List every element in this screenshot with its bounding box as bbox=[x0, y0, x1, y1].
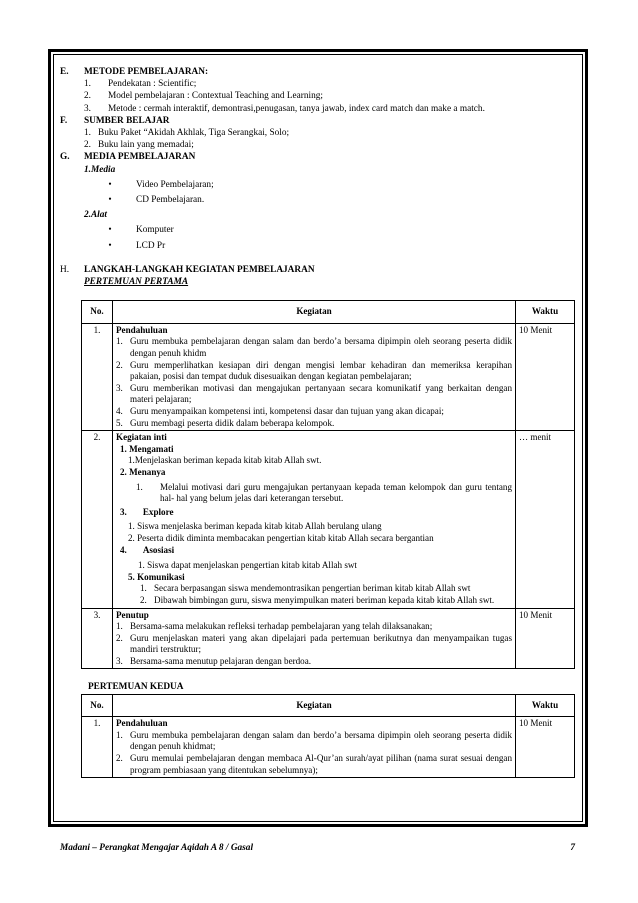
step-komunikasi: 5. Komunikasi bbox=[128, 571, 185, 582]
table-row bbox=[82, 431, 575, 608]
stage-title: Kegiatan inti bbox=[116, 432, 167, 443]
bullet-icon: • bbox=[108, 225, 112, 236]
list-item: 1. Guru membuka pembelajaran dengan salam dan berdo’a bersama dipimpin oleh seorang peserta didik dengan penuh khidmat; bbox=[116, 729, 512, 752]
waktu-cell: 10 Menit bbox=[516, 717, 575, 778]
section-letter: F. bbox=[60, 115, 68, 126]
list-item: 1. Secara berpasangan siswa mendemontrasikan pengertian beriman kitab kitab Allah swt bbox=[140, 583, 471, 594]
section-f-list bbox=[60, 127, 575, 151]
pertemuan-kedua-title: PERTEMUAN KEDUA bbox=[88, 682, 184, 693]
kegiatan-table-1 bbox=[81, 300, 575, 669]
kegiatan-cell bbox=[113, 608, 516, 669]
list-item: • Komputer bbox=[84, 224, 575, 236]
list-item: 2. Peserta didik diminta membacakan pengertian kitab kitab Allah secara bergantian bbox=[128, 532, 434, 543]
bullet-icon: • bbox=[108, 240, 112, 251]
stage-title: Penutup bbox=[116, 609, 149, 620]
table-header-row bbox=[82, 694, 575, 717]
table-row bbox=[82, 323, 575, 430]
list-item: 5. Guru membagi peserta didik dalam beberapa kelompok. bbox=[116, 417, 335, 428]
section-letter: E. bbox=[60, 67, 69, 77]
footer-title: Madani – Perangkat Mengajar Aqidah A 8 / Gasal bbox=[60, 843, 254, 853]
page-number: 7 bbox=[570, 843, 575, 853]
list-item: 2. Buku lain yang memadai; bbox=[84, 140, 194, 151]
section-letter: G. bbox=[60, 152, 70, 163]
list-item: 1. Siswa menjelaska beriman kepada kitab kitab Allah berulang ulang bbox=[128, 521, 382, 532]
section-h-heading bbox=[60, 264, 575, 276]
step-mengamati: 1. Mengamati bbox=[120, 443, 174, 454]
bullet-icon: • bbox=[108, 179, 112, 190]
table-header-row bbox=[82, 301, 575, 324]
section-title: SUMBER BELAJAR bbox=[84, 115, 170, 126]
page-footer bbox=[60, 843, 575, 853]
row-number: 1. bbox=[82, 323, 113, 430]
header-no: No. bbox=[82, 301, 113, 324]
list-item: 2. Guru memulai pembelajaran dengan membaca Al-Qur’an surah/ayat pilihan (nama surat sesuai dengan program pembiasaan yang ditentukan sebelumnya); bbox=[116, 753, 512, 775]
header-kegiatan: Kegiatan bbox=[113, 301, 516, 324]
alat-subheading: 2.Alat bbox=[84, 210, 107, 221]
list-item: 3. Guru memberikan motivasi dan mengajukan pertanyaan secara komunikatif yang berkaitan dengan materi pelajaran; bbox=[116, 382, 512, 405]
list-item: 3. Metode : cermah interaktif, demontrasi,penugasan, tanya jawab, index card match dan make a match. bbox=[84, 103, 485, 114]
pertemuan-pertama-title: PERTEMUAN PERTAMA bbox=[84, 277, 189, 288]
step-menanya: 2. Menanya bbox=[120, 466, 166, 477]
row-number: 2. bbox=[82, 431, 113, 608]
row-number: 3. bbox=[82, 608, 113, 669]
stage-title: Pendahuluan bbox=[116, 718, 168, 729]
list-item: 2. Model pembelajaran : Contextual Teaching and Learning; bbox=[84, 91, 323, 102]
waktu-cell: … menit bbox=[516, 431, 575, 608]
list-item: 3. Bersama-sama menutup pelajaran dengan berdoa. bbox=[116, 655, 312, 666]
section-g-heading bbox=[60, 151, 575, 163]
list-item: 1. Guru membuka pembelajaran dengan salam dan berdo’a bersama dipimpin oleh seorang peserta didik dengan penuh khidm bbox=[116, 336, 512, 359]
section-title: LANGKAH-LANGKAH KEGIATAN PEMBELAJARAN bbox=[84, 264, 315, 275]
header-no: No. bbox=[82, 694, 113, 717]
list-item: 2. Guru memperlihatkan kesiapan diri dengan mengisi lembar kehadiran dan memeriksa kerapihan pakaian, posisi dan tempat duduk disesuaikan dengan kegiatan pembelajaran; bbox=[116, 359, 512, 382]
section-letter: H. bbox=[60, 264, 70, 275]
header-kegiatan: Kegiatan bbox=[113, 694, 516, 717]
list-item: 2. Dibawah bimbingan guru, siswa menyimpulkan materi beriman kepada kitab kitab Allah swt. bbox=[140, 594, 495, 605]
section-title: MEDIA PEMBELAJARAN bbox=[84, 152, 196, 163]
list-item: 1. Pendekatan : Scientific; bbox=[84, 79, 197, 90]
table-row bbox=[82, 717, 575, 778]
step-explore: 3. Explore bbox=[120, 506, 174, 517]
step-text: 1. Siswa dapat menjelaskan pengertian kitab kitab Allah swt bbox=[138, 560, 357, 571]
step-text: 1.Menjelaskan beriman kepada kitab kitab Allah swt. bbox=[128, 455, 322, 466]
list-item: 4. Guru menyampaikan kompetensi inti, kompetensi dasar dan tujuan yang akan dicapai; bbox=[116, 406, 444, 416]
section-e-list bbox=[60, 78, 575, 115]
section-e-heading bbox=[60, 66, 575, 78]
media-subheading: 1.Media bbox=[84, 164, 116, 175]
stage-title: Pendahuluan bbox=[116, 324, 168, 335]
header-waktu: Waktu bbox=[516, 301, 575, 324]
step-asosiasi: 4. Asosiasi bbox=[120, 544, 175, 555]
waktu-cell: 10 Menit bbox=[516, 323, 575, 430]
list-item: • Video Pembelajaran; bbox=[84, 179, 575, 191]
kegiatan-cell bbox=[113, 431, 516, 608]
list-item: 1. Melalui motivasi dari guru mengajukan pertanyaan kepada teman kelompok dan guru tentang hal- hal yang belum jelas dari keterangan tersebut. bbox=[136, 481, 512, 504]
list-item: • CD Pembelajaran. bbox=[84, 194, 575, 206]
kegiatan-cell bbox=[113, 717, 516, 778]
list-item: • LCD Pr bbox=[84, 240, 575, 252]
section-g-body bbox=[60, 164, 575, 252]
list-item: 1. Buku Paket “Akidah Akhlak, Tiga Serangkai, Solo; bbox=[84, 128, 290, 139]
row-number: 1. bbox=[82, 717, 113, 778]
waktu-cell: 10 Menit bbox=[516, 608, 575, 669]
bullet-icon: • bbox=[108, 195, 112, 206]
list-item: 1. Bersama-sama melakukan refleksi terhadap pembelajaran yang telah dilaksanakan; bbox=[116, 621, 433, 632]
section-f-heading bbox=[60, 115, 575, 127]
table-row bbox=[82, 608, 575, 669]
list-item: 2. Guru menjelaskan materi yang akan dipelajari pada pertemuan berikutnya dan menyampaikan tugas mandiri terstruktur; bbox=[116, 632, 512, 655]
document-body bbox=[60, 66, 575, 778]
kegiatan-cell bbox=[113, 323, 516, 430]
kegiatan-table-2 bbox=[81, 694, 575, 779]
header-waktu: Waktu bbox=[516, 694, 575, 717]
section-title: METODE PEMBELAJARAN: bbox=[84, 67, 209, 77]
